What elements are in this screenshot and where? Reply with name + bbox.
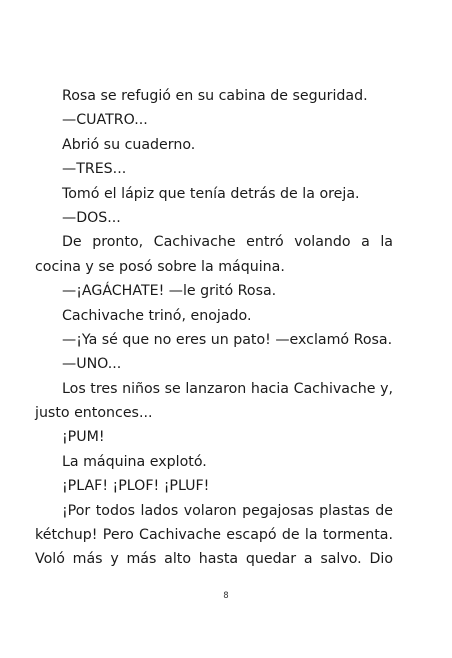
text-line: —CUATRO... [62,112,148,129]
text-line: De pronto, Cachivache entró volando a la [62,234,393,251]
text-line: Rosa se refugió en su cabina de seguridad. [62,88,368,104]
page-number: 8 [223,591,229,601]
body-text [35,84,393,572]
text-line: Tomó el lápiz que tenía detrás de la oreja. [62,185,360,202]
text-line: —UNO... [62,356,122,373]
text-line: —DOS... [62,209,121,226]
text-line: —¡AGÁCHATE! —le gritó Rosa. [62,283,277,300]
text-line: —TRES... [62,161,127,178]
text-line: kétchup! Pero Cachivache escapó de la tormenta. [35,527,393,544]
text-line: —¡Ya sé que no eres un pato! —exclamó Rosa. [62,331,393,348]
text-line: ¡PLAF! ¡PLOF! ¡PLUF! [62,478,210,495]
text-line: Cachivache trinó, enojado. [62,307,252,324]
text-line: ¡PUM! [62,429,105,446]
text-line: ¡Por todos lados volaron pegajosas plastas de [62,502,393,519]
text-line: Voló más y más alto hasta quedar a salvo. Dio [35,551,393,568]
text-line: Los tres niños se lanzaron hacia Cachivache y, [62,380,393,397]
text-line: La máquina explotó. [62,453,207,470]
text-line: justo entonces... [35,405,153,422]
text-line: cocina y se posó sobre la máquina. [35,258,285,275]
text-line: Abrió su cuaderno. [62,136,196,153]
